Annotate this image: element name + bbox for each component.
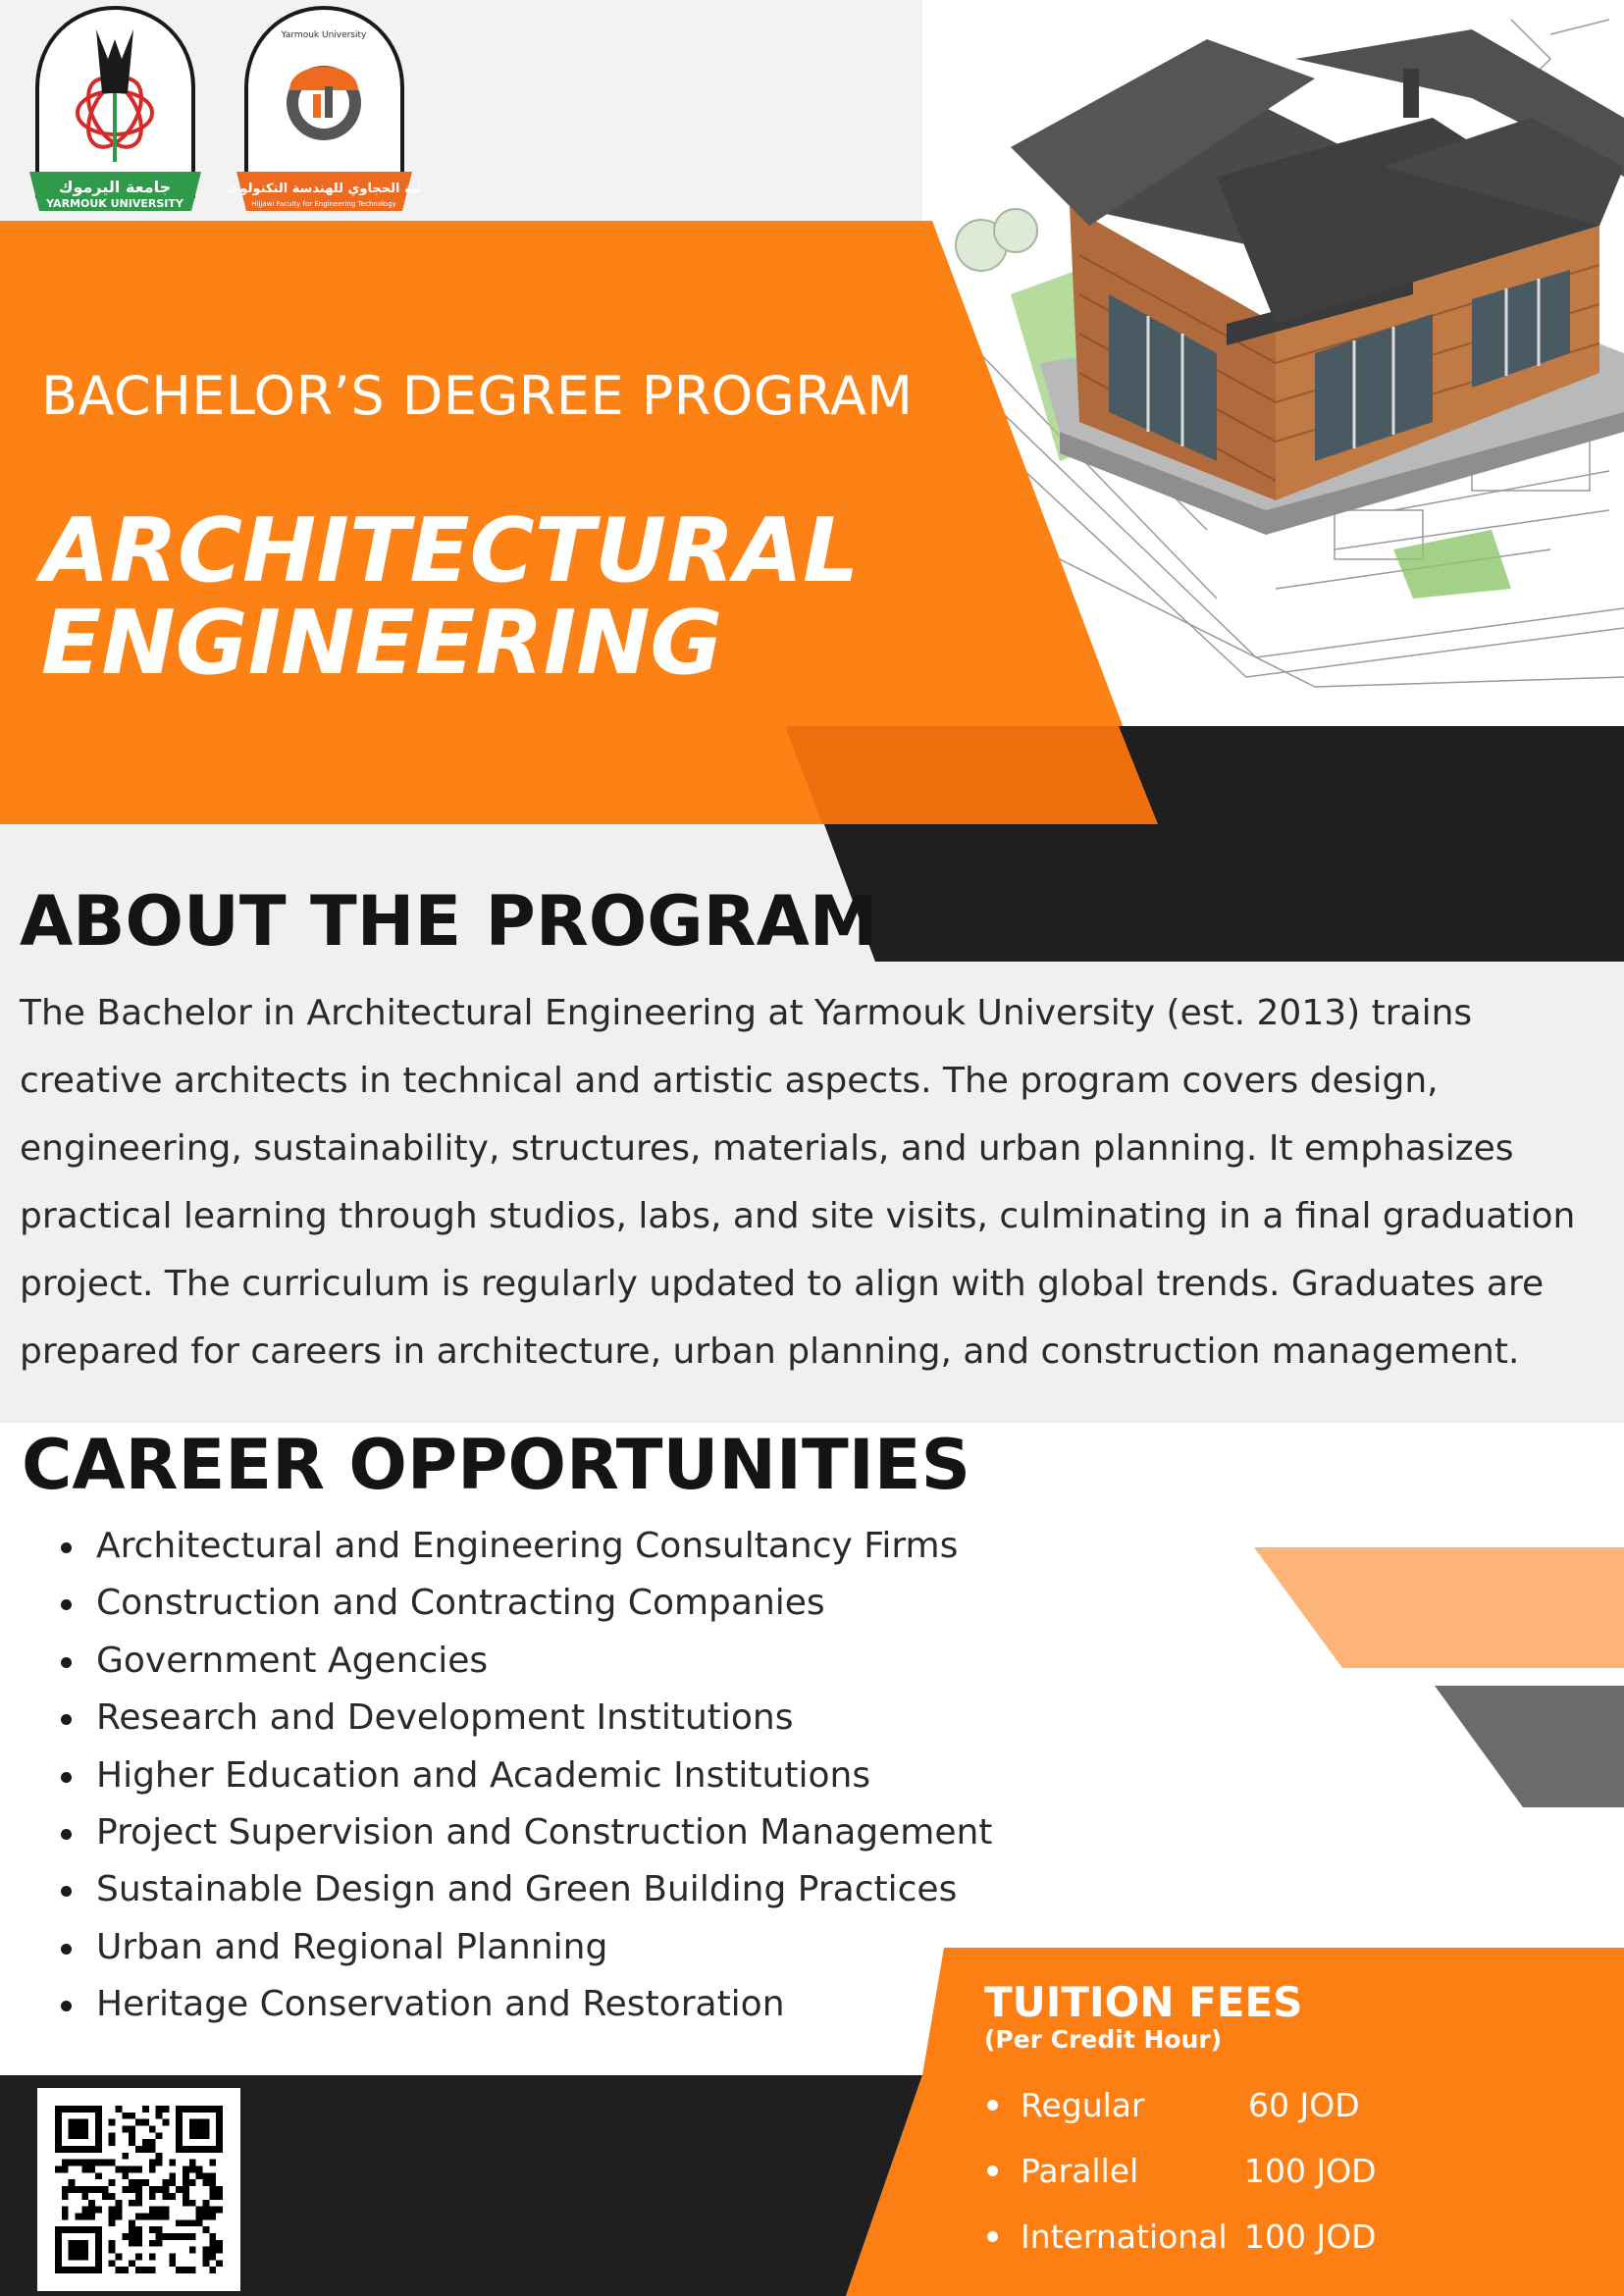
about-heading: ABOUT THE PROGRAM (20, 881, 878, 962)
svg-text:جامعة اليرموك: جامعة اليرموك (58, 178, 172, 196)
tuition-fees-heading: TUITION FEES (984, 1978, 1303, 2026)
hijjawi-faculty-logo (229, 0, 420, 221)
program-title (41, 499, 924, 695)
program-subtitle: BACHELOR’S DEGREE PROGRAM (41, 365, 914, 427)
yarmouk-university-logo (20, 0, 211, 221)
career-heading: CAREER OPPORTUNITIES (22, 1425, 970, 1505)
fee-label: Parallel (1021, 2152, 1139, 2190)
career-list (20, 1518, 992, 2034)
tuition-fees-subheading: (Per Credit Hour) (984, 2025, 1223, 2054)
fee-value: 100 JOD (1244, 2218, 1377, 2256)
program-title-line-1: ARCHITECTURAL (41, 499, 860, 602)
hero-orange-accent (785, 726, 1160, 824)
fee-label: International (1021, 2218, 1228, 2256)
bullet-icon (987, 2100, 998, 2111)
program-title-line-2: ENGINEERING (41, 592, 723, 695)
career-item: Project Supervision and Construction Management (20, 1804, 992, 1861)
svg-text:Hijjawi Faculty for Engineerin: Hijjawi Faculty for Engineering Technology (251, 200, 396, 208)
bullet-icon (987, 2231, 998, 2242)
dark-about-band (824, 824, 1624, 962)
decorative-peach-shape (1254, 1547, 1624, 1668)
svg-text:Yarmouk University: Yarmouk University (281, 30, 367, 40)
career-item: Urban and Regional Planning (20, 1919, 992, 1976)
qr-code[interactable] (37, 2088, 240, 2291)
fee-value: 60 JOD (1248, 2086, 1360, 2124)
qr-code-pattern (55, 2106, 223, 2273)
about-paragraph: The Bachelor in Architectural Engineering at Yarmouk University (est. 2013) trains creative architects in technical and artistic aspects. The program covers design, engineering, sustainability, structures, materials, and urban planning. It emphasizes practical learning through studios, labs, and site visits, culminating in a final graduation project. The curriculum is regularly updated to align with global trends. Graduates are prepared for careers in architecture, urban planning, and construction management. (20, 993, 1576, 1372)
decorative-grey-shape (1435, 1686, 1624, 1807)
svg-text:كلية الحجاوي للهندسة التكنولوج: كلية الحجاوي للهندسة التكنولوجية (229, 182, 420, 196)
bullet-icon (987, 2166, 998, 2176)
career-item: Higher Education and Academic Institutions (20, 1748, 992, 1804)
career-item: Government Agencies (20, 1633, 992, 1690)
career-item: Architectural and Engineering Consultancy Firms (20, 1518, 992, 1575)
career-item: Research and Development Institutions (20, 1690, 992, 1747)
career-item: Sustainable Design and Green Building Practices (20, 1861, 992, 1918)
fee-value: 100 JOD (1244, 2152, 1377, 2190)
career-item: Heritage Conservation and Restoration (20, 1976, 992, 2033)
career-item: Construction and Contracting Companies (20, 1575, 992, 1632)
fee-label: Regular (1021, 2086, 1145, 2124)
svg-text:YARMOUK UNIVERSITY: YARMOUK UNIVERSITY (46, 197, 183, 210)
